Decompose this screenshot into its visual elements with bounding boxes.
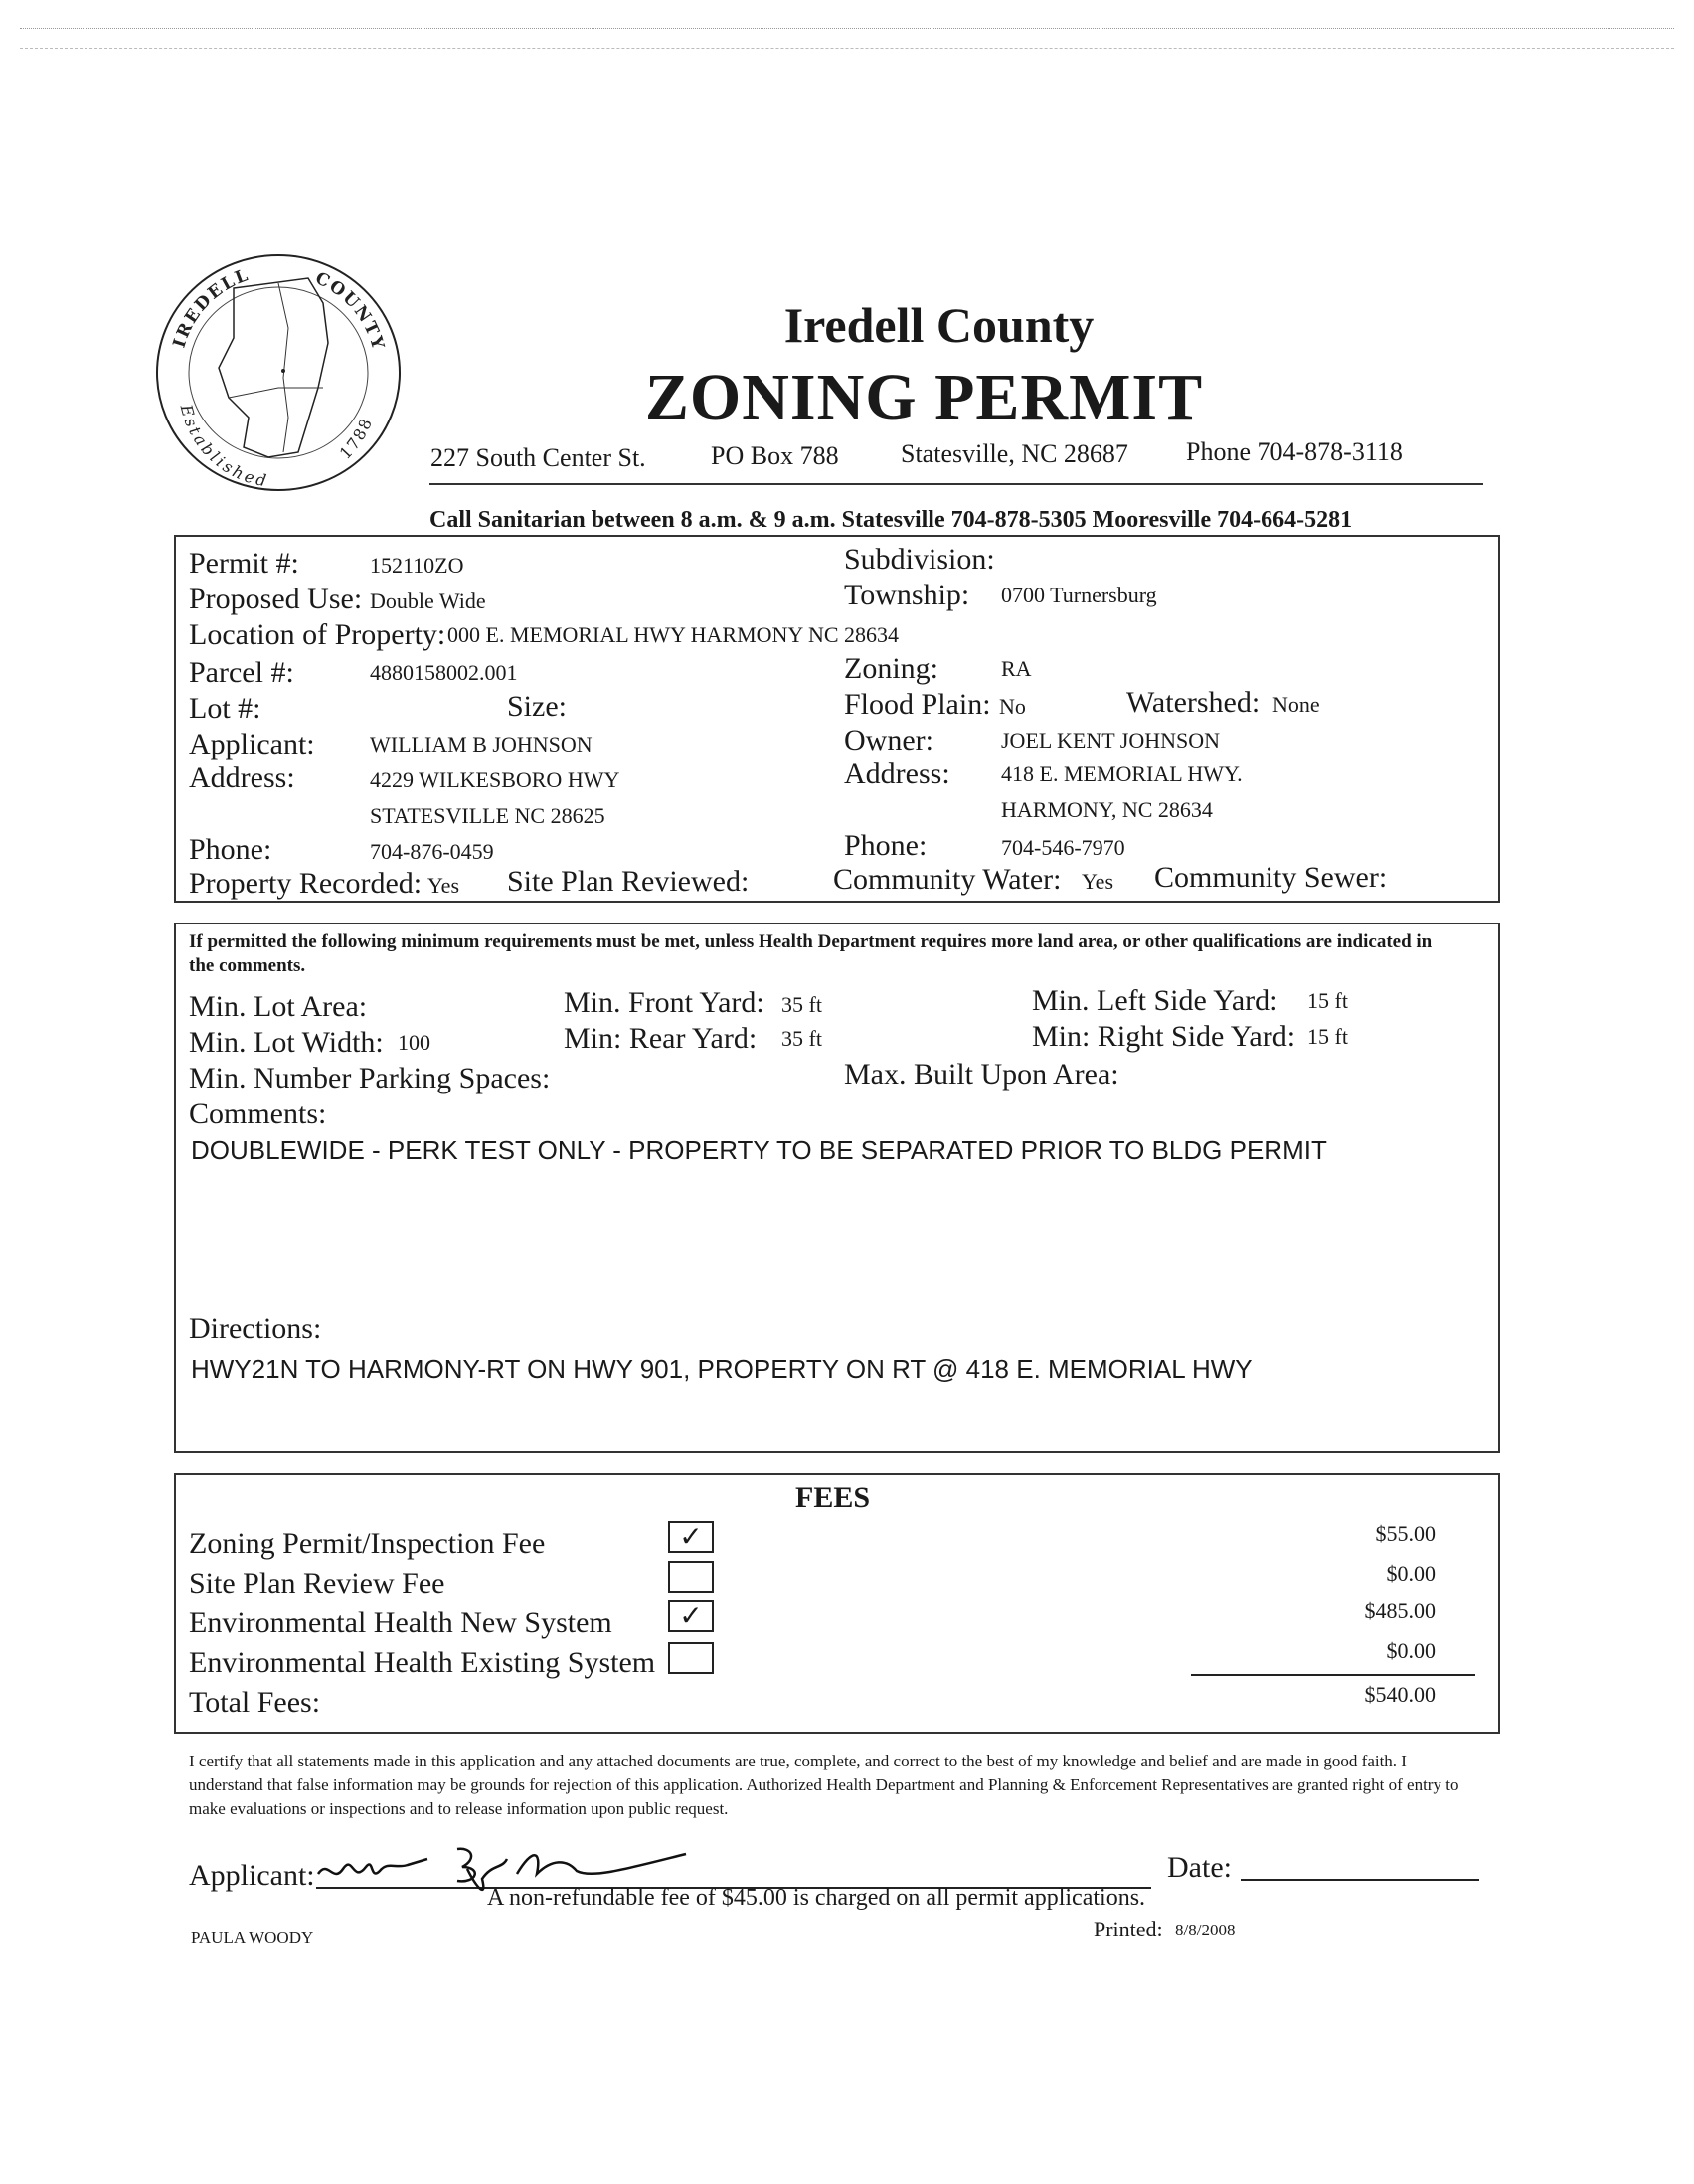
township-value: 0700 Turnersburg	[1001, 583, 1157, 607]
scan-noise	[20, 28, 1674, 29]
min-right-side-value: 15 ft	[1307, 1024, 1348, 1049]
applicant-address-line2: STATESVILLE NC 28625	[370, 803, 605, 828]
directions-label: Directions:	[189, 1312, 322, 1345]
seal-text-established: Established	[176, 402, 271, 491]
fee-checkbox-env-new[interactable]: ✓	[668, 1600, 714, 1632]
fee-amount-env-existing: $0.00	[1386, 1638, 1436, 1663]
total-fees-value: $540.00	[1364, 1682, 1436, 1707]
min-left-side-label: Min. Left Side Yard:	[1032, 984, 1278, 1017]
fee-checkbox-site-plan[interactable]	[668, 1561, 714, 1593]
min-lot-width-label: Min. Lot Width:	[189, 1026, 384, 1059]
fee-amount-site-plan: $0.00	[1386, 1561, 1436, 1586]
site-plan-reviewed-label: Site Plan Reviewed:	[507, 865, 750, 898]
zoning-label: Zoning:	[844, 652, 938, 685]
fee-label-zoning: Zoning Permit/Inspection Fee	[189, 1527, 546, 1560]
min-rear-yard-value: 35 ft	[781, 1026, 822, 1051]
parcel-label: Parcel #:	[189, 656, 294, 689]
owner-phone-label: Phone:	[844, 829, 928, 862]
sanitarian-notice: Call Sanitarian between 8 a.m. & 9 a.m. Statesville 704-878-5305 Mooresville 704-664-5281	[429, 507, 1353, 533]
lot-label: Lot #:	[189, 692, 261, 725]
owner-value: JOEL KENT JOHNSON	[1001, 728, 1220, 753]
proposed-use-value: Double Wide	[370, 588, 486, 613]
seal-text-top-right: COUNTY	[311, 268, 389, 354]
office-city: Statesville, NC 28687	[901, 439, 1128, 468]
fees-sum-rule	[1191, 1674, 1475, 1676]
fee-label-env-new: Environmental Health New System	[189, 1606, 612, 1639]
min-front-yard-label: Min. Front Yard:	[564, 986, 764, 1019]
owner-address-line1: 418 E. MEMORIAL HWY.	[1001, 761, 1243, 786]
fee-checkbox-env-existing[interactable]	[668, 1642, 714, 1674]
permit-number-label: Permit #:	[189, 547, 299, 580]
county-title: Iredell County	[783, 297, 1095, 353]
owner-label: Owner:	[844, 724, 933, 756]
seal-text-year: 1788	[335, 414, 377, 463]
township-label: Township:	[844, 579, 970, 611]
size-label: Size:	[507, 690, 567, 723]
community-water-value: Yes	[1082, 869, 1114, 894]
watershed-label: Watershed:	[1126, 686, 1261, 719]
printed-label: Printed:	[1094, 1917, 1163, 1941]
min-left-side-value: 15 ft	[1307, 988, 1348, 1013]
min-front-yard-value: 35 ft	[781, 992, 822, 1017]
date-label: Date:	[1167, 1851, 1232, 1884]
comments-value: DOUBLEWIDE - PERK TEST ONLY - PROPERTY TO BE SEPARATED PRIOR TO BLDG PERMIT	[191, 1135, 1327, 1165]
permit-title: ZONING PERMIT	[644, 361, 1204, 433]
applicant-phone-value: 704-876-0459	[370, 839, 494, 864]
proposed-use-label: Proposed Use:	[189, 583, 363, 615]
requirements-intro: If permitted the following minimum requirements must be met, unless Health Department requires more land area, or other qualifications are indicated in the comments.	[189, 931, 1433, 976]
fees-heading: FEES	[795, 1481, 871, 1514]
fee-checkbox-zoning[interactable]: ✓	[668, 1521, 714, 1553]
location-label: Location of Property:	[189, 618, 446, 651]
comments-label: Comments:	[189, 1097, 327, 1130]
seal-text-top-left: IREDELL	[169, 264, 253, 351]
parking-spaces-label: Min. Number Parking Spaces:	[189, 1062, 551, 1094]
office-po-box: PO Box 788	[711, 441, 839, 470]
property-recorded-label: Property Recorded:	[189, 867, 423, 900]
max-built-area-label: Max. Built Upon Area:	[844, 1058, 1119, 1091]
scan-noise	[20, 48, 1674, 49]
date-line	[1241, 1879, 1479, 1881]
applicant-phone-label: Phone:	[189, 833, 272, 866]
min-right-side-label: Min: Right Side Yard:	[1032, 1020, 1296, 1053]
directions-value: HWY21N TO HARMONY-RT ON HWY 901, PROPERTY ON RT @ 418 E. MEMORIAL HWY	[191, 1354, 1253, 1384]
location-value: 000 E. MEMORIAL HWY HARMONY NC 28634	[447, 622, 900, 647]
office-phone: Phone 704-878-3118	[1186, 437, 1403, 466]
property-recorded-value: Yes	[427, 873, 460, 898]
min-rear-yard-label: Min: Rear Yard:	[564, 1022, 758, 1055]
permit-number-value: 152110ZO	[370, 553, 464, 578]
owner-address-label: Address:	[844, 757, 950, 790]
flood-plain-label: Flood Plain:	[844, 688, 991, 721]
min-lot-area-label: Min. Lot Area:	[189, 990, 368, 1023]
zoning-value: RA	[1001, 656, 1032, 681]
community-water-label: Community Water:	[833, 863, 1062, 896]
owner-address-line2: HARMONY, NC 28634	[1001, 797, 1213, 822]
printed-date: 8/8/2008	[1175, 1921, 1236, 1939]
community-sewer-label: Community Sewer:	[1154, 861, 1388, 894]
min-lot-width-value: 100	[398, 1030, 430, 1055]
parcel-value: 4880158002.001	[370, 660, 518, 685]
flood-plain-value: No	[999, 694, 1026, 719]
clerk-name: PAULA WOODY	[191, 1929, 314, 1947]
fee-label-site-plan: Site Plan Review Fee	[189, 1567, 445, 1599]
fee-label-env-existing: Environmental Health Existing System	[189, 1646, 656, 1679]
applicant-label: Applicant:	[189, 728, 315, 760]
header-rule	[429, 483, 1483, 485]
applicant-address-label: Address:	[189, 761, 295, 794]
total-fees-label: Total Fees:	[189, 1686, 321, 1719]
certification-text: I certify that all statements made in this application and any attached documents are true, complete, and correct to the best of my knowledge and belief and are made in good faith. I understand that false information may be grounds for rejection of this application. Authorized Health Department and Planning & Enforcement Representatives are granted right of entry to make evaluations or inspections and to release information upon public request.	[189, 1752, 1459, 1818]
applicant-value: WILLIAM B JOHNSON	[370, 732, 593, 756]
fee-amount-zoning: $55.00	[1375, 1521, 1436, 1546]
owner-phone-value: 704-546-7970	[1001, 835, 1125, 860]
fee-amount-env-new: $485.00	[1364, 1598, 1436, 1623]
applicant-address-line1: 4229 WILKESBORO HWY	[370, 767, 620, 792]
fee-notice: A non-refundable fee of $45.00 is charged on all permit applications.	[487, 1885, 1146, 1911]
subdivision-label: Subdivision:	[844, 543, 995, 576]
office-address: 227 South Center St.	[430, 443, 646, 472]
watershed-value: None	[1272, 692, 1320, 717]
applicant-signature-label: Applicant:	[189, 1859, 315, 1892]
